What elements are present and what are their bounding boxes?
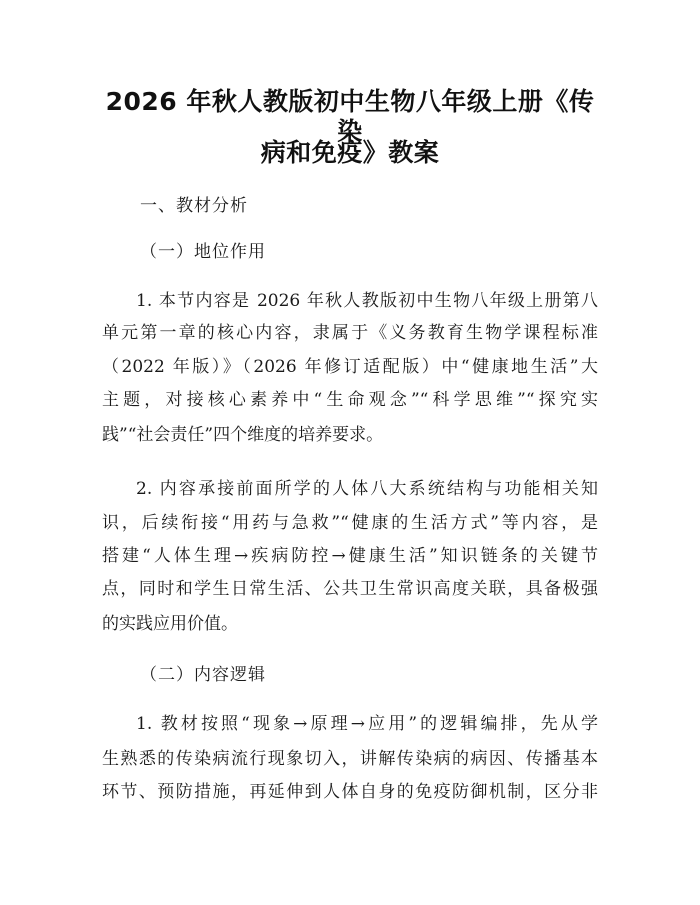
paragraph-1-line: 1. 本节内容是 2026 年秋人教版初中生物八年级上册第八: [136, 291, 598, 311]
subsection-heading-content-logic: （二）内容逻辑: [140, 665, 266, 685]
document-title-line-2: 病和免疫》教案: [260, 138, 440, 167]
paragraph-2-line: 搭建“人体生理→疾病防控→健康生活”知识链条的关键节: [102, 546, 598, 566]
subsection-heading-position-role: （一）地位作用: [140, 242, 266, 262]
paragraph-1-line: （2022 年版）》（2026 年修订适配版）中“健康地生活”大: [102, 357, 598, 377]
paragraph-1-line: 主题，对接核心素养中“生命观念”“科学思维”“探究实: [102, 390, 598, 410]
section-heading-textbook-analysis: 一、教材分析: [140, 196, 248, 216]
paragraph-3-line: 环节、预防措施，再延伸到人体自身的免疫防御机制，区分非: [102, 782, 598, 802]
paragraph-3-line: 1. 教材按照“现象→原理→应用”的逻辑编排，先从学: [136, 714, 598, 734]
paragraph-2-line: 识，后续衔接“用药与急救”“健康的生活方式”等内容，是: [102, 513, 598, 533]
paragraph-2-line: 的实践应用价值。: [102, 614, 238, 634]
paragraph-1-line: 践”“社会责任”四个维度的培养要求。: [102, 425, 384, 445]
paragraph-1-line: 单元第一章的核心内容，隶属于《义务教育生物学课程标准: [102, 323, 598, 343]
paragraph-2-line: 点，同时和学生日常生活、公共卫生常识高度关联，具备极强: [102, 579, 598, 599]
document-title-line-1: 2026 年秋人教版初中生物八年级上册《传染: [105, 87, 595, 146]
paragraph-3-line: 生熟悉的传染病流行现象切入，讲解传染病的病因、传播基本: [102, 749, 598, 769]
paragraph-2-line: 2. 内容承接前面所学的人体八大系统结构与功能相关知: [136, 479, 598, 499]
